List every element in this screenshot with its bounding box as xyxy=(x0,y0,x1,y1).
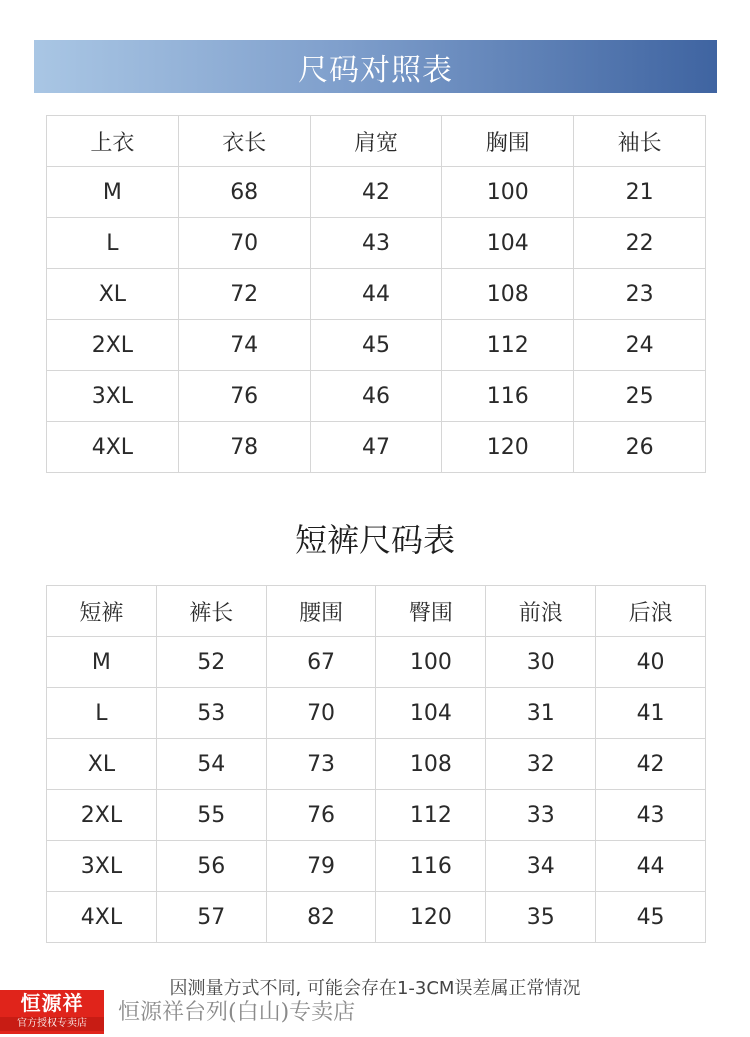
table-cell: 73 xyxy=(266,739,376,790)
table-row xyxy=(47,688,706,739)
table-row xyxy=(47,320,706,371)
table-header-cell: 裤长 xyxy=(156,586,266,637)
table-cell: 42 xyxy=(596,739,706,790)
table-cell: 53 xyxy=(156,688,266,739)
table-cell: 104 xyxy=(442,218,574,269)
size-label-cell: 4XL xyxy=(47,892,157,943)
size-label-cell: M xyxy=(47,637,157,688)
size-label-cell: 2XL xyxy=(47,320,179,371)
table-cell: 76 xyxy=(178,371,310,422)
table-header-cell: 后浪 xyxy=(596,586,706,637)
table-cell: 21 xyxy=(574,167,706,218)
table-cell: 112 xyxy=(376,790,486,841)
table-row xyxy=(47,269,706,320)
table-cell: 55 xyxy=(156,790,266,841)
table-cell: 54 xyxy=(156,739,266,790)
table-cell: 68 xyxy=(178,167,310,218)
size-label-cell: 2XL xyxy=(47,790,157,841)
table-header-cell: 腰围 xyxy=(266,586,376,637)
shorts-size-table xyxy=(46,585,706,943)
table-cell: 33 xyxy=(486,790,596,841)
table-cell: 43 xyxy=(310,218,442,269)
brand-logo-text: 恒源祥 xyxy=(20,991,84,1015)
table-cell: 46 xyxy=(310,371,442,422)
table-cell: 42 xyxy=(310,167,442,218)
table-cell: 120 xyxy=(442,422,574,473)
table-header-cell: 肩宽 xyxy=(310,116,442,167)
table-cell: 32 xyxy=(486,739,596,790)
table-cell: 31 xyxy=(486,688,596,739)
table-cell: 79 xyxy=(266,841,376,892)
table-cell: 100 xyxy=(376,637,486,688)
size-label-cell: 3XL xyxy=(47,841,157,892)
top-size-table xyxy=(46,115,706,473)
table-cell: 70 xyxy=(178,218,310,269)
size-label-cell: M xyxy=(47,167,179,218)
table-cell: 41 xyxy=(596,688,706,739)
table-cell: 30 xyxy=(486,637,596,688)
size-label-cell: 3XL xyxy=(47,371,179,422)
table-row xyxy=(47,218,706,269)
table-cell: 112 xyxy=(442,320,574,371)
table-header-cell: 袖长 xyxy=(574,116,706,167)
table-cell: 74 xyxy=(178,320,310,371)
table-cell: 57 xyxy=(156,892,266,943)
table-header-row xyxy=(47,586,706,637)
page-title: 尺码对照表 xyxy=(298,52,453,88)
table-cell: 25 xyxy=(574,371,706,422)
table-row xyxy=(47,422,706,473)
table-cell: 52 xyxy=(156,637,266,688)
table-cell: 34 xyxy=(486,841,596,892)
table-cell: 116 xyxy=(376,841,486,892)
table-cell: 22 xyxy=(574,218,706,269)
table-cell: 24 xyxy=(574,320,706,371)
table-cell: 26 xyxy=(574,422,706,473)
table-header-cell: 衣长 xyxy=(178,116,310,167)
table-row xyxy=(47,841,706,892)
table-header-cell: 臀围 xyxy=(376,586,486,637)
store-name: 恒源祥台列(白山)专卖店 xyxy=(118,1000,356,1025)
table-row xyxy=(47,637,706,688)
table-cell: 23 xyxy=(574,269,706,320)
size-chart-banner xyxy=(34,40,717,93)
brand-logo xyxy=(0,990,104,1034)
table-cell: 44 xyxy=(596,841,706,892)
shorts-section-title: 短裤尺码表 xyxy=(294,521,455,559)
table-cell: 78 xyxy=(178,422,310,473)
table-cell: 40 xyxy=(596,637,706,688)
size-label-cell: L xyxy=(47,688,157,739)
table-header-cell: 前浪 xyxy=(486,586,596,637)
brand-logo-subtext: 官方授权专卖店 xyxy=(0,1017,104,1031)
table-row xyxy=(47,739,706,790)
table-cell: 82 xyxy=(266,892,376,943)
table-cell: 67 xyxy=(266,637,376,688)
table-cell: 56 xyxy=(156,841,266,892)
table-cell: 120 xyxy=(376,892,486,943)
table-cell: 104 xyxy=(376,688,486,739)
size-label-cell: L xyxy=(47,218,179,269)
table-cell: 45 xyxy=(310,320,442,371)
table-cell: 72 xyxy=(178,269,310,320)
table-cell: 108 xyxy=(442,269,574,320)
table-row xyxy=(47,790,706,841)
table-header-cell: 胸围 xyxy=(442,116,574,167)
table-cell: 116 xyxy=(442,371,574,422)
size-label-cell: 4XL xyxy=(47,422,179,473)
table-cell: 47 xyxy=(310,422,442,473)
table-cell: 76 xyxy=(266,790,376,841)
table-row xyxy=(47,371,706,422)
table-header-cell: 上衣 xyxy=(47,116,179,167)
table-cell: 100 xyxy=(442,167,574,218)
table-cell: 35 xyxy=(486,892,596,943)
measurement-note: 因测量方式不同, 可能会存在1-3CM误差属正常情况 xyxy=(169,978,581,999)
table-cell: 108 xyxy=(376,739,486,790)
table-cell: 45 xyxy=(596,892,706,943)
size-label-cell: XL xyxy=(47,269,179,320)
table-row xyxy=(47,892,706,943)
size-label-cell: XL xyxy=(47,739,157,790)
table-header-row xyxy=(47,116,706,167)
table-cell: 44 xyxy=(310,269,442,320)
table-row xyxy=(47,167,706,218)
table-cell: 43 xyxy=(596,790,706,841)
table-header-cell: 短裤 xyxy=(47,586,157,637)
table-cell: 70 xyxy=(266,688,376,739)
